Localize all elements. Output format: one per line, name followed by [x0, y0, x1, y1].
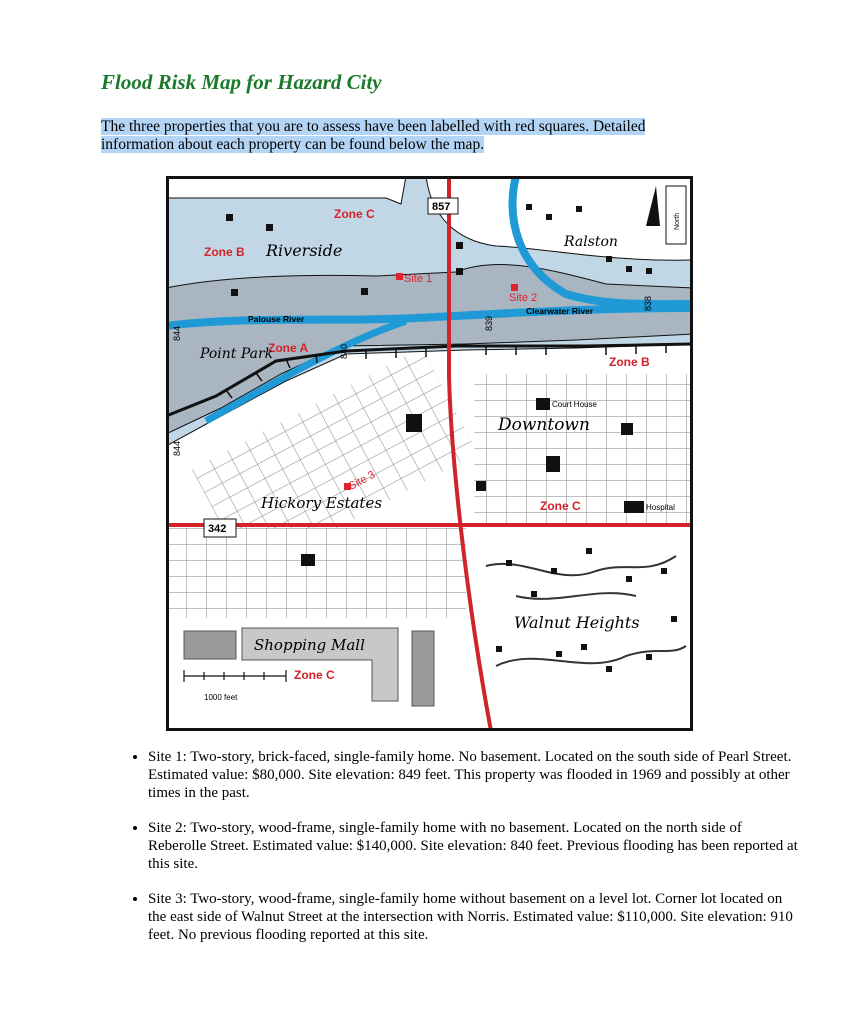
zone-c-label-downtown: Zone C	[540, 499, 581, 513]
site-3-label: Site 3	[346, 468, 378, 493]
site-2-label: Site 2	[509, 292, 538, 304]
ralston-label: Ralston	[564, 234, 618, 250]
street-grid-downtown	[474, 374, 693, 524]
hospital-label: Hospital	[646, 503, 675, 512]
mall-building-left	[184, 631, 236, 659]
site-list	[118, 748, 798, 961]
list-item: • Site 3: Two-story, wood-frame, single-family home without basement on a level lot. Corner lot located on the east side of Walnut Street at the intersection with Norris. Estimated value: $110,000. Site elevation: 910 feet. No previous flooding reported at this site.	[148, 890, 798, 944]
downtown-label: Downtown	[498, 415, 590, 435]
list-item: • Site 1: Two-story, brick-faced, single-family home. No basement. Located on the south side of Pearl Street. Estimated value: $80,000. Site elevation: 849 feet. This property was flooded in 1969 and possibly at other times in the past.	[148, 748, 798, 802]
zone-b-label-east: Zone B	[609, 355, 650, 369]
elevation-label-838: 838	[643, 295, 653, 311]
riverside-label: Riverside	[266, 241, 343, 260]
svg-text:1000 feet: 1000 feet	[204, 693, 238, 702]
zone-a-label: Zone A	[268, 341, 309, 355]
elevation-label-839: 839	[484, 315, 494, 331]
svg-text:342: 342	[208, 523, 227, 535]
zone-b-label-west: Zone B	[204, 245, 245, 259]
route-342-shield	[204, 519, 236, 537]
svg-text:North: North	[674, 212, 681, 230]
elevation-label-844-lower: 844	[172, 440, 182, 456]
site-2-marker	[511, 284, 518, 291]
flood-risk-map	[166, 176, 693, 731]
elevation-label-844-upper: 844	[172, 325, 182, 341]
walnut-heights-label: Walnut Heights	[514, 613, 640, 632]
shopping-mall-label: Shopping Mall	[254, 636, 365, 654]
hickory-estates-label: Hickory Estates	[261, 494, 383, 512]
court-house-label: Court House	[552, 400, 597, 409]
site-1-marker	[396, 273, 403, 280]
list-item: • Site 2: Two-story, wood-frame, single-family home with no basement. Located on the north side of Reberolle Street. Estimated value: $140,000. Site elevation: 840 feet. Previous flooding has been reported at this site.	[148, 819, 798, 873]
intro-text	[101, 118, 721, 154]
svg-text:857: 857	[432, 201, 451, 213]
point-park-label: Point Park	[200, 346, 274, 362]
clearwater-river-label: Clearwater River	[526, 306, 594, 316]
site-1-label: Site 1	[404, 273, 433, 285]
palouse-river-label: Palouse River	[248, 314, 305, 324]
intro-highlight: The three properties that you are to assess have been labelled with red squares. Detailed information about each property can be found below the map.	[101, 118, 646, 153]
zone-c-label-scale: Zone C	[294, 668, 335, 682]
elevation-label-840: 840	[339, 343, 349, 359]
page-title: Flood Risk Map for Hazard City	[101, 70, 382, 94]
street-grid-south	[166, 528, 466, 618]
elevation-label-857	[428, 198, 458, 214]
zone-c-label-north: Zone C	[334, 207, 375, 221]
mall-building-right	[412, 631, 434, 706]
